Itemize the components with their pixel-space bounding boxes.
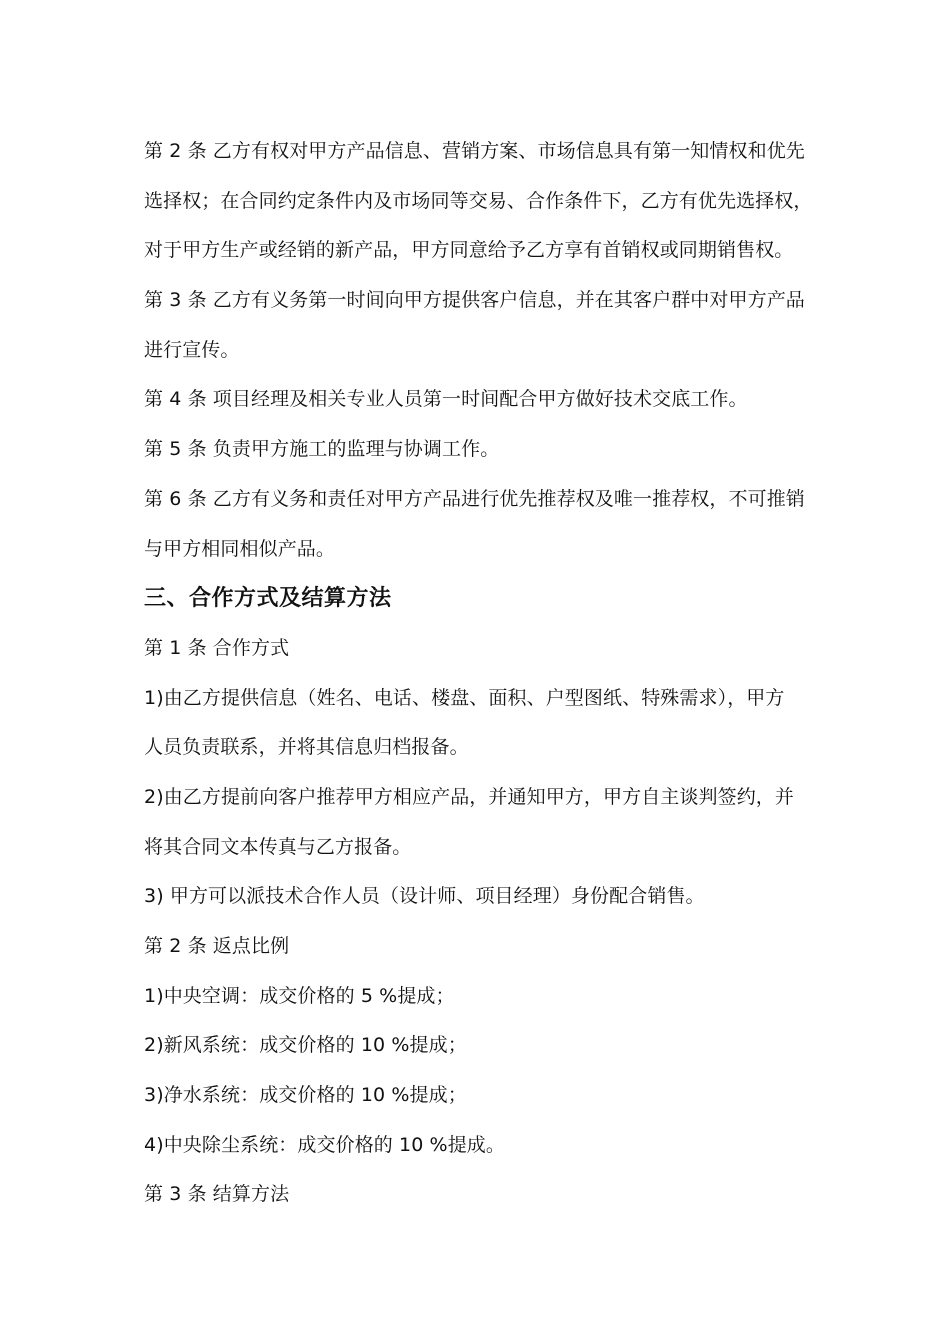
cooperation-clause-title: 第 1 条 合作方式	[144, 636, 290, 659]
clause-3-line-2: 进行宣传。	[144, 338, 240, 361]
cooperation-item-2-line-1: 2)由乙方提前向客户推荐甲方相应产品，并通知甲方，甲方自主谈判签约，并	[144, 785, 795, 808]
rebate-clause-title: 第 2 条 返点比例	[144, 935, 290, 957]
cooperation-item-1-line-2: 人员负责联系，并将其信息归档报备。	[144, 736, 469, 759]
rebate-item-4: 4)中央除尘系统：成交价格的 10 %提成。	[144, 1133, 506, 1156]
section-heading: 三、合作方式及结算方法	[144, 586, 392, 612]
clause-2-line-2: 选择权；在合同约定条件内及市场同等交易、合作条件下，乙方有优先选择权，	[144, 189, 813, 212]
clause-6-line-1: 第 6 条 乙方有义务和责任对甲方产品进行优先推荐权及唯一推荐权，不可推销	[144, 487, 805, 510]
rebate-item-3: 3)净水系统：成交价格的 10 %提成；	[144, 1084, 467, 1107]
rebate-item-1: 1)中央空调：成交价格的 5 %提成；	[144, 984, 455, 1007]
clause-3-line-1: 第 3 条 乙方有义务第一时间向甲方提供客户信息，并在其客户群中对甲方产品	[144, 289, 805, 312]
cooperation-item-2-line-2: 将其合同文本传真与乙方报备。	[144, 835, 412, 858]
cooperation-item-1-line-1: 1)由乙方提供信息（姓名、电话、楼盘、面积、户型图纸、特殊需求），甲方	[144, 686, 785, 709]
clause-2-line-1: 第 2 条 乙方有权对甲方产品信息、营销方案、市场信息具有第一知情权和优先	[144, 140, 805, 162]
clause-6-line-2: 与甲方相同相似产品。	[144, 537, 336, 560]
settlement-clause-title: 第 3 条 结算方法	[144, 1183, 290, 1206]
clause-4: 第 4 条 项目经理及相关专业人员第一时间配合甲方做好技术交底工作。	[144, 388, 748, 411]
document-body	[144, 127, 813, 1220]
rebate-item-2: 2)新风系统：成交价格的 10 %提成；	[144, 1034, 467, 1057]
cooperation-item-3: 3) 甲方可以派技术合作人员（设计师、项目经理）身份配合销售。	[144, 885, 705, 908]
clause-5: 第 5 条 负责甲方施工的监理与协调工作。	[144, 438, 500, 461]
clause-2-line-3: 对于甲方生产或经销的新产品，甲方同意给予乙方享有首销权或同期销售权。	[144, 239, 794, 262]
